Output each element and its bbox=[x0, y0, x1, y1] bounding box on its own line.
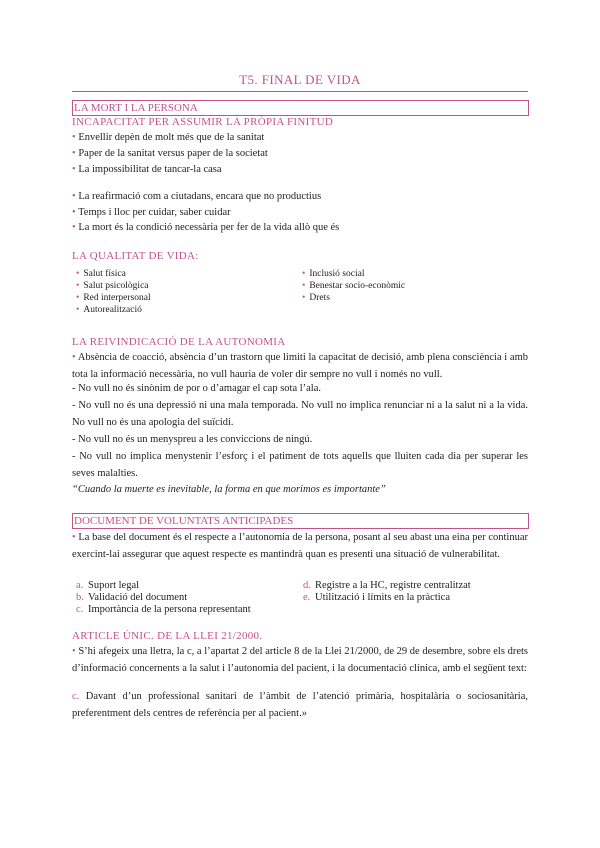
list-item: • Red interpersonal bbox=[76, 293, 151, 303]
list-item: d. Registre a la HC, registre centralitzat bbox=[303, 580, 471, 591]
section-heading-mort-persona: LA MORT I LA PERSONA bbox=[72, 100, 529, 116]
paragraph: • Absència de coacció, absència d’un trastorn que limiti la capacitat de decisió, amb plena consciència i amb tota la informació necessària, no vull hauria de voler dir sempre no vull i només no vull. bbox=[72, 352, 529, 380]
paragraph: - No vull no és un menyspreu a les conviccions de ningú. bbox=[72, 434, 313, 445]
paragraph: c. Davant d’un professional sanitari de l’àmbit de l’atenció primària, hospitalària o sociosanitària, preferentment dels centres de referència per al pacient.» bbox=[72, 691, 528, 719]
bullet-icon: • bbox=[76, 281, 80, 291]
quote: “Cuando la muerte es inevitable, la forma en que morimos es importante” bbox=[72, 484, 386, 495]
list-item: e. Utilització i límits en la pràctica bbox=[303, 592, 450, 603]
list-item: • Autorealització bbox=[76, 305, 142, 315]
title-divider bbox=[72, 91, 528, 92]
bullet-icon: • bbox=[72, 646, 79, 657]
paragraph: • S’hi afegeix una lletra, la c, a l’apartat 2 del article 8 de la Llei 21/2000, de 29 de desembre, sobre els drets d’informació concernents a la salut i l’autonomia del pacient, i la documentació clínica, amb el següent text: bbox=[72, 646, 528, 674]
section-heading-autonomia: LA REIVINDICACIÓ DE LA AUTONOMIA bbox=[72, 336, 286, 348]
list-item: • La impossibilitat de tancar-la casa bbox=[72, 164, 222, 175]
paragraph: • La base del document és el respecte a l’autonomia de la persona, posant al seu abast una eina per continuar exercint-lai assegurar que aquest respecte es mantindrà quan es presenti una situació de vulnerabilitat. bbox=[72, 532, 528, 560]
bullet-icon: • bbox=[72, 132, 79, 143]
paragraph: - No vull no és una depressió ni una mala temporada. No vull no implica renunciar ni a la salut ni a la vida. No vull no és una apologia del suïcidi. bbox=[72, 400, 528, 428]
bullet-icon: • bbox=[72, 164, 79, 175]
list-item: • Temps i lloc per cuidar, saber cuidar bbox=[72, 207, 231, 218]
bullet-icon: • bbox=[72, 532, 79, 543]
bullet-icon: • bbox=[72, 352, 78, 363]
list-item: • Envellir depèn de molt més que de la sanitat bbox=[72, 132, 265, 143]
list-item: • Inclusió social bbox=[302, 269, 365, 279]
bullet-icon: • bbox=[302, 281, 306, 291]
list-item: • La mort és la condició necessària per fer de la vida allò que és bbox=[72, 222, 340, 233]
list-item: • La reafirmació com a ciutadans, encara que no productius bbox=[72, 191, 322, 202]
list-item: • Drets bbox=[302, 293, 330, 303]
list-item: b. Validació del document bbox=[76, 592, 188, 603]
bullet-icon: • bbox=[302, 269, 306, 279]
bullet-icon: • bbox=[76, 269, 80, 279]
list-item: • Salut física bbox=[76, 269, 126, 279]
page-title: T5. FINAL DE VIDA bbox=[239, 72, 361, 87]
subheading-finitud: INCAPACITAT PER ASSUMIR LA PRÒPIA FINITUD bbox=[72, 116, 334, 128]
list-item: a. Suport legal bbox=[76, 580, 140, 591]
bullet-icon: • bbox=[72, 207, 79, 218]
bullet-icon: • bbox=[76, 305, 80, 315]
paragraph: - No vull no implica menystenir l’esforç i el patiment de tots aquells que lluiten cada dia per superar les seves malalties. bbox=[72, 451, 528, 479]
section-heading-voluntats: DOCUMENT DE VOLUNTATS ANTICIPADES bbox=[72, 513, 529, 529]
bullet-icon: • bbox=[302, 293, 306, 303]
bullet-icon: • bbox=[72, 191, 79, 202]
paragraph: - No vull no és sinònim de por o d’amagar el cap sota l’ala. bbox=[72, 383, 322, 394]
list-item: • Paper de la sanitat versus paper de la societat bbox=[72, 148, 268, 159]
list-item: • Salut psicològica bbox=[76, 281, 149, 291]
list-item: c. Importància de la persona representant bbox=[76, 604, 251, 615]
bullet-icon: • bbox=[72, 148, 79, 159]
list-item: • Benestar socio-econòmic bbox=[302, 281, 406, 291]
bullet-icon: • bbox=[72, 222, 79, 233]
section-heading-qualitat-vida: LA QUALITAT DE VIDA: bbox=[72, 250, 199, 262]
bullet-icon: • bbox=[76, 293, 80, 303]
section-heading-llei: ARTICLE ÚNIC. DE LA LLEI 21/2000. bbox=[72, 630, 263, 642]
